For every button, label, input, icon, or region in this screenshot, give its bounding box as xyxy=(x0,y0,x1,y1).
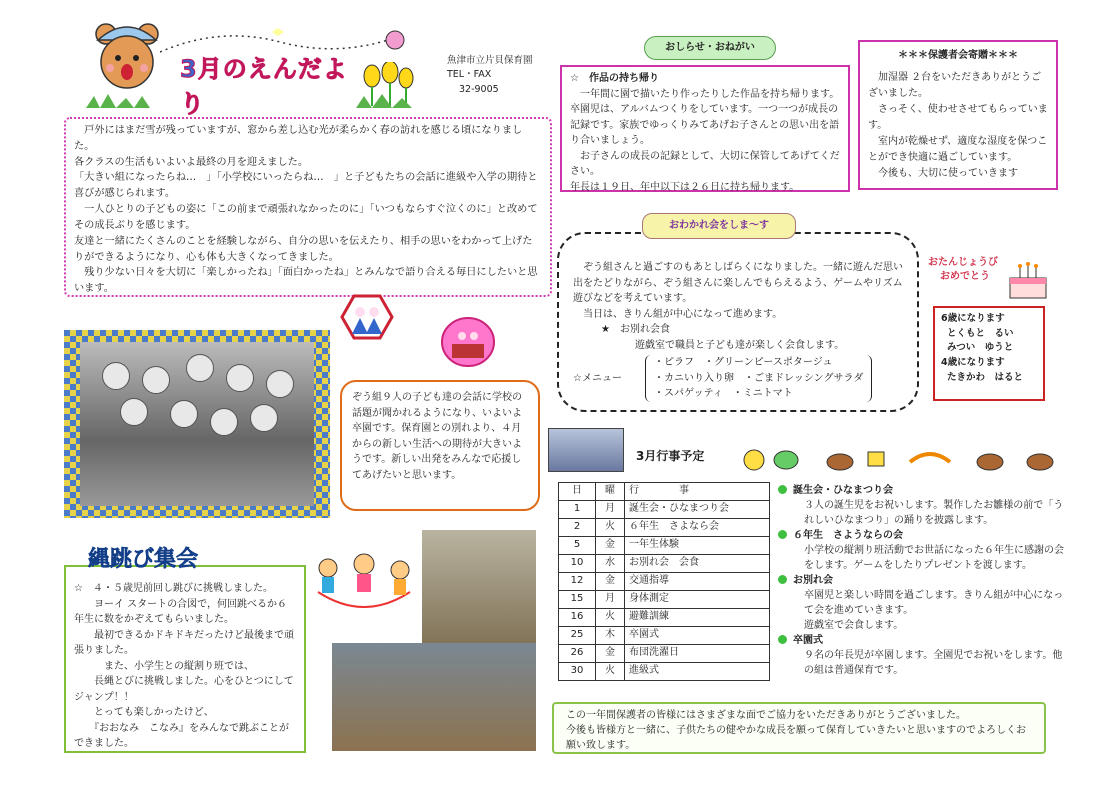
jumping-kids-icon xyxy=(312,552,416,612)
cell-weekday: 月 xyxy=(596,591,625,609)
green-bullet-icon xyxy=(778,575,787,584)
cell-day: 16 xyxy=(559,609,596,627)
cell-day: 30 xyxy=(559,663,596,681)
parents-heading: ＊＊＊保護者会寄贈＊＊＊ xyxy=(898,50,1018,61)
menu-item: ・ピラフ ・グリーンピースポタージュ xyxy=(654,357,833,368)
cell-day: 10 xyxy=(559,555,596,573)
cell-event: 卒園式 xyxy=(625,627,770,645)
event-text: ９名の年長児が卒園します。全園児でお祝いをします。他の組は普通保育です。 xyxy=(804,650,1063,676)
cell-day: 1 xyxy=(559,501,596,519)
school-name: 魚津市立片貝保育園 xyxy=(447,55,533,66)
cell-event: 身体測定 xyxy=(625,591,770,609)
calendar-title: 3月行事予定 xyxy=(636,449,705,463)
menu-label: ☆メニュー xyxy=(573,372,622,384)
cell-event: 避難訓練 xyxy=(625,609,770,627)
birthday-tag-line1: おたんじょうび xyxy=(928,257,998,268)
class-group-photo xyxy=(80,342,314,506)
cell-day: 25 xyxy=(559,627,596,645)
event-text: ３人の誕生児をお祝いします。製作したお雛様の前で「うれしいひなまつり」の踊りを披露します。 xyxy=(804,500,1064,526)
cell-day: 15 xyxy=(559,591,596,609)
cell-event: 布団洗濯日 xyxy=(625,645,770,663)
event-text: 卒園児と楽しい時間を過ごします。きりん組が中心になって会を進めていきます。 遊戯室で会食します。 xyxy=(804,590,1064,631)
farewell-box xyxy=(557,232,919,412)
cell-day: 12 xyxy=(559,573,596,591)
table-row xyxy=(559,663,770,681)
event-title: お別れ会 xyxy=(793,575,833,586)
event-schedule-table xyxy=(558,482,770,681)
cell-weekday: 火 xyxy=(596,519,625,537)
tel-number: 32-9005 xyxy=(459,83,499,95)
event-title: 誕生会・ひなまつり会 xyxy=(793,485,893,496)
gym-photo-1 xyxy=(422,530,536,653)
green-bullet-icon xyxy=(778,485,787,494)
cell-weekday: 金 xyxy=(596,537,625,555)
event-item xyxy=(778,528,1068,573)
intro-message: 戸外にはまだ雪が残っていますが、窓から差し込む光が柔らかく春の訪れを感じる頃になりました。 各クラスの生活もいよいよ最終の月を迎えました。 「大きい組になったらね… 」「小学校にいったらね… 」と子どもたちの会話に進級や入学の期待と喜びが感じられます。 一人ひとりの子どもの姿に「この前まで頑張れなかったのに」「いつもならすぐ泣くのに」と改めてその成長ぶりを感じます。 友達と一緒にたくさんのことを経験しながら、自分の思いを伝えたり、相手の思いをわかって上げたりができるようになり、心も体も大きくなってきました。 残り少ない日々を大切に「楽しかったね」「面白かったね」とみんなで語り合える毎日にしたいと思います。 xyxy=(64,117,552,297)
header-day: 日 xyxy=(559,483,596,501)
event-title: 卒園式 xyxy=(793,635,823,646)
notice-text: 一年間に園で描いたり作ったりした作品を持ち帰ります。卒園児は、アルバムつくりをしています。一つ一つが成長の記録です。家族でゆっくりみてあげお子さんとの思い出を語り合いましょう。 お子さんの成長の記録として、大切に保管してあげてください。 年長は１９日、年中以下は２６日に持ち帰ります。 xyxy=(570,88,840,193)
cell-day: 2 xyxy=(559,519,596,537)
event-text: 小学校の縦割り班活動でお世話になった６年生に感謝の会をします。ゲームをしたりプレゼントを渡します。 xyxy=(804,545,1064,571)
birthday-line: みつい ゆうと xyxy=(947,342,1014,354)
cell-event: 誕生会・ひなまつり会 xyxy=(625,501,770,519)
farewell-text: ぞう組さんと過ごすのもあとしばらくになりました。一緒に遊んだ思い出をたどりながら、ぞう組さんに楽しんでもらえるよう、ゲームやリズム遊びなどを考えています。 当日は、きりん組が中心になって進めます。 xyxy=(573,262,903,320)
birthday-line: とくもと るい xyxy=(947,327,1014,339)
grass-decoration xyxy=(86,92,416,108)
green-bullet-icon xyxy=(778,530,787,539)
birthday-tag-line2: おめでとう xyxy=(940,271,990,282)
table-row xyxy=(559,555,770,573)
menu-list xyxy=(645,355,872,402)
cell-weekday: 金 xyxy=(596,645,625,663)
notice-tag: おしらせ・おねがい xyxy=(644,36,776,60)
header-weekday: 曜 xyxy=(596,483,625,501)
table-row xyxy=(559,591,770,609)
table-row xyxy=(559,645,770,663)
parents-donation-box xyxy=(858,40,1058,190)
menu-row xyxy=(573,355,905,402)
cell-day: 26 xyxy=(559,645,596,663)
birthday-line: 6歳になります xyxy=(941,313,1005,324)
bear-mascot-icon xyxy=(92,20,162,90)
cell-event: 進級式 xyxy=(625,663,770,681)
table-row xyxy=(559,627,770,645)
rope-jump-title: 縄跳び集会 xyxy=(88,547,199,572)
title-text: 3月のえんだより xyxy=(180,55,348,118)
table-row xyxy=(559,537,770,555)
menu-item: ・カニいり入り卵 ・ごまドレッシングサラダ xyxy=(654,372,864,384)
parents-text: 加湿器 ２台をいただきありがとうございました。 さっそく、使わせさせてもらっています。 室内が乾燥せず、適度な湿度を保つことができ快適に過ごしています。 今後も、大切に使っていきます xyxy=(868,72,1048,179)
party-text: 遊戯室で職員と子ども達が楽しく会食します。 xyxy=(635,339,845,351)
rope-jump-box: ☆ ４・５歳児前回し跳びに挑戦しました。 ヨーイ スタートの合図で，何回跳べるか６年生に数をかぞえてもらいました。 最初できるかドキドキだったけど最後まで頑張りました。 また、小学生との縦割り班では、 長縄とびに挑戦しました。心をひとつにしてジャンプ！！ とっても楽しかったけど、 『おおなみ こなみ』をみんなで跳ぶことができました。 xyxy=(64,565,306,753)
hina-doll-icon xyxy=(340,294,394,340)
photo-note: ぞう組９人の子ども達の会話に学校の話題が聞かれるようになり、いよいよ卒園です。保育園との別れより、４月からの新しい生活への期待が大きいようです。新しい出発をみんなで応援してあげたいと思います。 xyxy=(340,380,540,511)
event-item xyxy=(778,573,1068,633)
cell-day: 5 xyxy=(559,537,596,555)
party-heading: ★ お別れ会食 xyxy=(601,324,670,335)
thanks-message: この一年間保護者の皆様にはさまざまな面でご協力をいただきありがとうございました。 今後も皆様方と一緒に、子供たちの健やかな成長を願って保育していきたいと思いますのでよろしくお願い致します。 xyxy=(552,702,1046,754)
cell-weekday: 火 xyxy=(596,663,625,681)
school-info xyxy=(447,54,533,97)
cell-weekday: 金 xyxy=(596,573,625,591)
tel-label: TEL・FAX xyxy=(447,69,492,81)
event-item xyxy=(778,633,1068,678)
cell-weekday: 火 xyxy=(596,609,625,627)
hina-altar-icon xyxy=(440,316,496,368)
cell-event: 一年生体験 xyxy=(625,537,770,555)
birthday-line: 4歳になります xyxy=(941,357,1005,369)
newsletter-title xyxy=(180,52,350,118)
birthday-line: たきかわ はると xyxy=(947,371,1024,383)
table-row xyxy=(559,609,770,627)
table-row xyxy=(559,519,770,537)
animals-decoration-icon xyxy=(740,442,1070,472)
event-details xyxy=(778,483,1068,678)
cake-icon xyxy=(1000,258,1056,302)
table-header-row xyxy=(559,483,770,501)
table-row xyxy=(559,573,770,591)
event-title: ６年生 さようならの会 xyxy=(793,530,903,541)
gym-photo-2 xyxy=(332,643,536,751)
cell-weekday: 木 xyxy=(596,627,625,645)
cell-event: お別れ会 会食 xyxy=(625,555,770,573)
birthday-tag xyxy=(928,256,998,284)
cell-event: 交通指導 xyxy=(625,573,770,591)
birthday-box xyxy=(933,306,1045,401)
green-bullet-icon xyxy=(778,635,787,644)
header-event: 行 事 xyxy=(625,483,770,501)
farewell-tag: おわかれ会をしま～す xyxy=(642,213,796,239)
event-item xyxy=(778,483,1068,528)
menu-item: ・スパゲッティ ・ミニトマト xyxy=(654,388,793,399)
cell-weekday: 月 xyxy=(596,501,625,519)
cell-event: ６年生 さよなら会 xyxy=(625,519,770,537)
cell-weekday: 水 xyxy=(596,555,625,573)
table-row xyxy=(559,501,770,519)
notice-box xyxy=(560,65,850,192)
hina-dolls-photo xyxy=(548,428,624,472)
notice-heading: ☆ 作品の持ち帰り xyxy=(570,73,659,84)
